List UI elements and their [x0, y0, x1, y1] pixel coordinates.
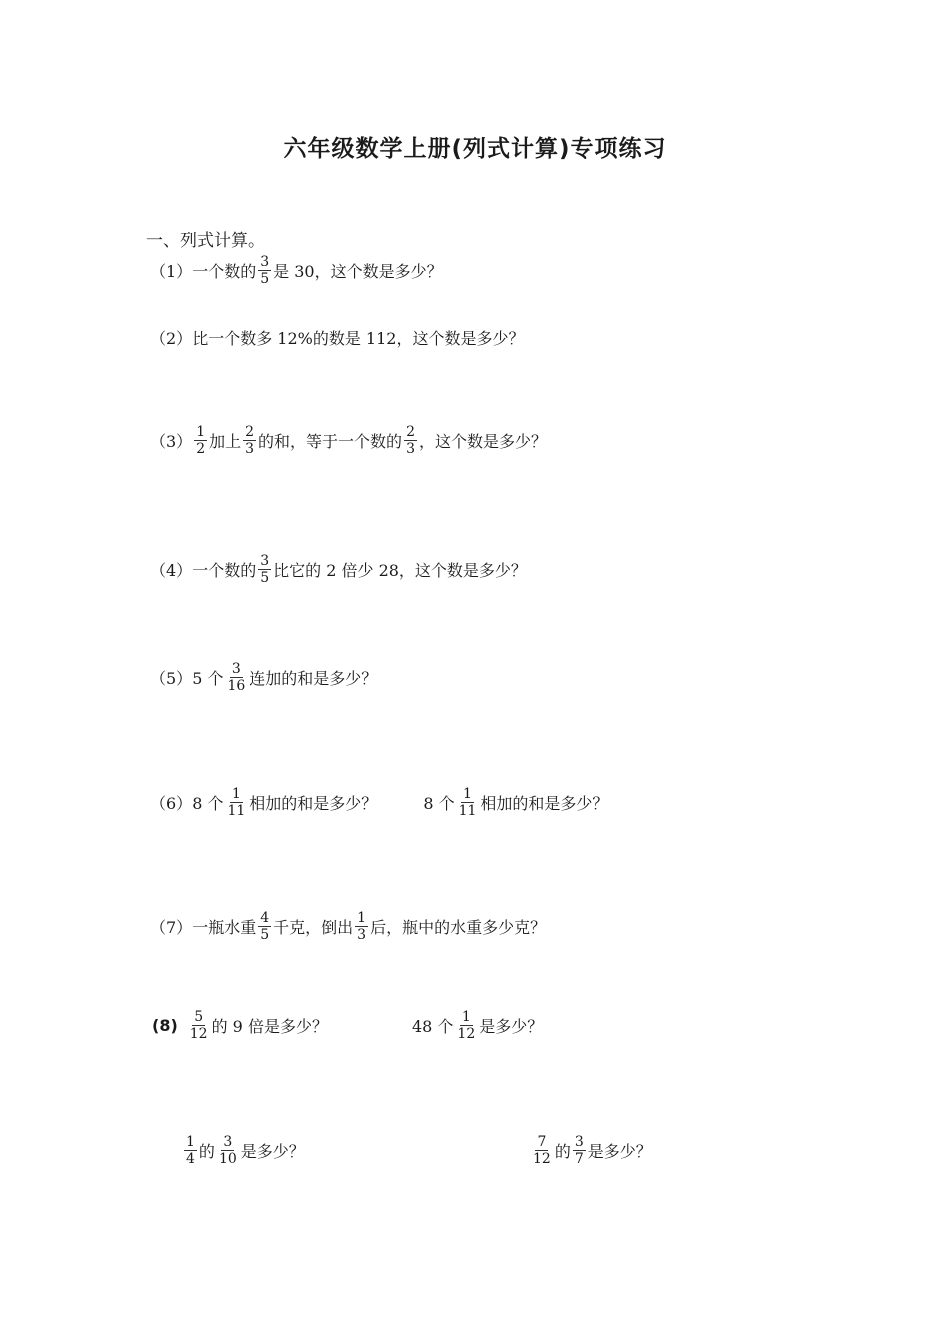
question-label: （7）: [150, 918, 193, 937]
question-text: 连加的和是多少？: [249, 669, 378, 688]
fraction: $\frac{3}{7}$: [574, 1134, 584, 1167]
question-4: [150, 553, 527, 586]
fraction: $\frac{3}{16}$: [227, 661, 246, 694]
fraction: $\frac{2}{3}$: [406, 424, 415, 457]
question-text: 8 个: [192, 794, 224, 813]
section-heading: 一、列式计算。: [146, 231, 265, 251]
question-text: 一瓶水重: [192, 918, 257, 937]
fraction: $\frac{2}{3}$: [245, 424, 255, 457]
question-label: （1）: [150, 262, 193, 281]
question-1: [150, 254, 443, 287]
fraction: $\frac{1}{11}$: [227, 786, 246, 819]
fraction: $\frac{7}{12}$: [533, 1134, 551, 1167]
question-text: 加上: [209, 432, 242, 451]
fraction: $\frac{3}{5}$: [260, 553, 270, 586]
question-label: （6）: [150, 794, 193, 813]
question-text: 是多少？: [479, 1017, 544, 1036]
question-label: （3）: [150, 432, 193, 451]
fraction: $\frac{4}{5}$: [260, 910, 270, 943]
fraction: $\frac{1}{4}$: [186, 1134, 195, 1167]
question-2: [150, 326, 524, 349]
question-text: 比它的 2 倍少 28，这个数是多少？: [273, 561, 527, 580]
fraction: $\frac{1}{11}$: [458, 786, 477, 819]
question-text: 是 30，这个数是多少？: [273, 262, 443, 281]
question-label: (8): [152, 1016, 178, 1035]
question-9: [182, 1134, 305, 1167]
question-3: [150, 424, 547, 457]
question-text: 相加的和是多少？: [249, 794, 378, 813]
question-text: 8 个: [423, 794, 455, 813]
fraction: $\frac{5}{12}$: [189, 1009, 208, 1042]
fraction: $\frac{3}{10}$: [218, 1134, 237, 1167]
question-text: 的 9 倍是多少？: [211, 1017, 328, 1036]
question-text: 千克，倒出: [273, 918, 354, 937]
page-title: 六年级数学上册(列式计算)专项练习: [283, 136, 667, 162]
question-10: [529, 1134, 652, 1167]
question-text: 后，瓶中的水重多少克？: [370, 918, 547, 937]
question-text: 48 个: [411, 1017, 454, 1036]
question-text: 是多少？: [587, 1142, 652, 1161]
question-label: （2）: [150, 329, 193, 348]
question-text: 是多少？: [240, 1142, 305, 1161]
question-5: [150, 661, 377, 694]
question-text: 一个数的: [192, 561, 257, 580]
question-text: ，这个数是多少？: [418, 432, 547, 451]
question-text: 相加的和是多少？: [480, 794, 609, 813]
question-text: 的: [554, 1142, 571, 1161]
question-text: 5 个: [192, 669, 224, 688]
question-text: 的: [198, 1142, 215, 1161]
question-8: [152, 1009, 543, 1042]
question-text: 的和，等于一个数的: [258, 432, 403, 451]
question-text: 一个数的: [192, 262, 257, 281]
fraction: $\frac{1}{3}$: [357, 910, 367, 943]
fraction: $\frac{1}{12}$: [457, 1009, 476, 1042]
question-7: [150, 910, 546, 943]
fraction: $\frac{1}{2}$: [196, 424, 206, 457]
fraction: $\frac{3}{5}$: [260, 254, 270, 287]
question-6: [150, 786, 608, 819]
question-label: （5）: [150, 669, 193, 688]
question-text: 比一个数多 12%的数是 112，这个数是多少？: [192, 329, 525, 348]
question-label: （4）: [150, 561, 193, 580]
